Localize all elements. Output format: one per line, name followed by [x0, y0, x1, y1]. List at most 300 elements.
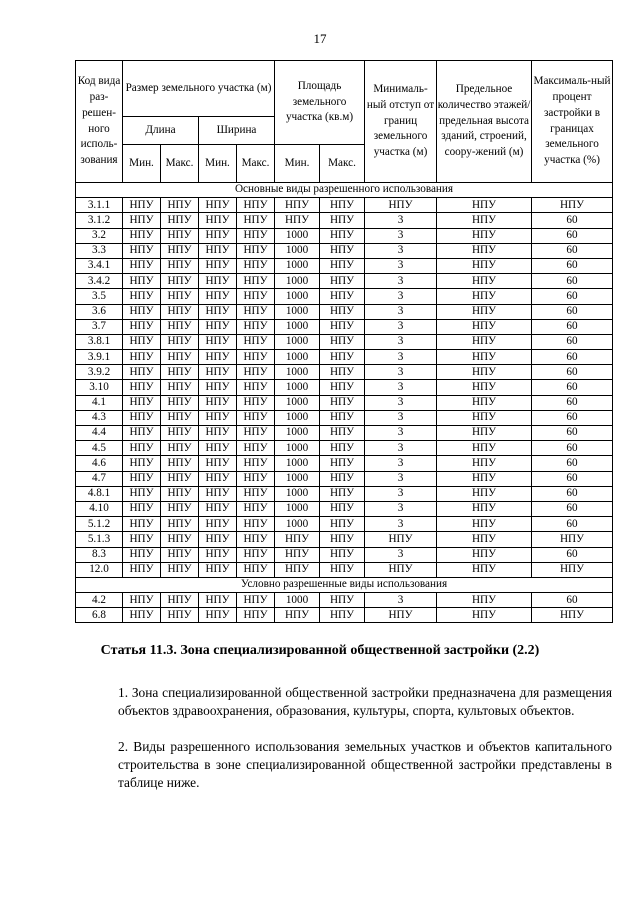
table-cell: НПУ — [161, 608, 199, 623]
table-cell: НПУ — [320, 501, 365, 516]
table-cell: НПУ — [237, 274, 275, 289]
table-row — [76, 608, 613, 623]
table-cell: НПУ — [161, 410, 199, 425]
table-cell: НПУ — [199, 334, 237, 349]
table-cell: НПУ — [532, 532, 613, 547]
table-cell: НПУ — [320, 365, 365, 380]
table-cell: 60 — [532, 395, 613, 410]
table-cell: НПУ — [365, 198, 437, 213]
table-cell: 1000 — [275, 258, 320, 273]
table-cell: НПУ — [199, 350, 237, 365]
table-cell: НПУ — [365, 562, 437, 577]
header-length-min: Мин. — [123, 145, 161, 183]
table-cell: 1000 — [275, 471, 320, 486]
table-row — [76, 289, 613, 304]
table-cell: 3.3 — [76, 243, 123, 258]
table-cell: 3.8.1 — [76, 334, 123, 349]
table-cell: 3 — [365, 380, 437, 395]
table-cell: НПУ — [437, 426, 532, 441]
table-cell: 4.4 — [76, 426, 123, 441]
table-cell: НПУ — [320, 456, 365, 471]
table-cell: 1000 — [275, 289, 320, 304]
table-cell: НПУ — [320, 350, 365, 365]
table-cell: НПУ — [320, 274, 365, 289]
table-cell: НПУ — [320, 258, 365, 273]
table-cell: 1000 — [275, 380, 320, 395]
table-cell: НПУ — [437, 365, 532, 380]
table-cell: НПУ — [237, 258, 275, 273]
table-cell: НПУ — [161, 395, 199, 410]
table-row — [76, 243, 613, 258]
table-cell: НПУ — [237, 441, 275, 456]
header-setback: Минималь-ный отступ от границ земельного участка (м) — [365, 61, 437, 183]
table-cell: НПУ — [123, 350, 161, 365]
table-cell: НПУ — [199, 562, 237, 577]
table-cell: НПУ — [123, 562, 161, 577]
table-cell: 3 — [365, 456, 437, 471]
table-cell: НПУ — [199, 441, 237, 456]
table-cell: НПУ — [237, 319, 275, 334]
table-cell: НПУ — [199, 274, 237, 289]
table-cell: НПУ — [275, 547, 320, 562]
table-cell: НПУ — [437, 258, 532, 273]
table-cell: 60 — [532, 426, 613, 441]
table-cell: 60 — [532, 350, 613, 365]
table-cell: НПУ — [123, 547, 161, 562]
table-cell: НПУ — [199, 319, 237, 334]
table-cell: НПУ — [237, 426, 275, 441]
table-cell: 3 — [365, 304, 437, 319]
table-cell: НПУ — [161, 289, 199, 304]
table-cell: НПУ — [437, 289, 532, 304]
table-cell: НПУ — [123, 608, 161, 623]
table-cell: НПУ — [123, 198, 161, 213]
table-cell: НПУ — [161, 304, 199, 319]
table-cell: 1000 — [275, 274, 320, 289]
table-cell: НПУ — [320, 547, 365, 562]
table-cell: 1000 — [275, 410, 320, 425]
table-cell: НПУ — [199, 243, 237, 258]
table-cell: НПУ — [320, 593, 365, 608]
table-cell: НПУ — [320, 426, 365, 441]
table-cell: НПУ — [199, 213, 237, 228]
table-cell: НПУ — [123, 410, 161, 425]
table-cell: 60 — [532, 304, 613, 319]
table-cell: 1000 — [275, 593, 320, 608]
table-cell: 3 — [365, 213, 437, 228]
table-cell: НПУ — [123, 517, 161, 532]
table-cell: НПУ — [320, 441, 365, 456]
table-cell: НПУ — [199, 593, 237, 608]
table-cell: 1000 — [275, 456, 320, 471]
table-cell: 1000 — [275, 304, 320, 319]
table-cell: 60 — [532, 380, 613, 395]
table-cell: 4.6 — [76, 456, 123, 471]
table-cell: 3 — [365, 517, 437, 532]
table-cell: 5.1.3 — [76, 532, 123, 547]
table-cell: НПУ — [237, 198, 275, 213]
table-row — [76, 532, 613, 547]
table-row — [76, 441, 613, 456]
table-cell: НПУ — [199, 532, 237, 547]
table-cell: НПУ — [275, 608, 320, 623]
table-cell: НПУ — [437, 547, 532, 562]
table-cell: НПУ — [437, 380, 532, 395]
page-number: 17 — [313, 31, 327, 46]
header-area-min: Мин. — [275, 145, 320, 183]
table-cell: 60 — [532, 243, 613, 258]
table-cell: НПУ — [532, 608, 613, 623]
table-cell: 4.2 — [76, 593, 123, 608]
table-cell: НПУ — [320, 608, 365, 623]
table-cell: НПУ — [199, 395, 237, 410]
table-cell: 60 — [532, 486, 613, 501]
table-cell: НПУ — [161, 501, 199, 516]
table-row — [76, 198, 613, 213]
table-cell: 60 — [532, 365, 613, 380]
table-cell: НПУ — [437, 198, 532, 213]
table-cell: 3 — [365, 258, 437, 273]
table-cell: 3 — [365, 274, 437, 289]
table-cell: НПУ — [237, 608, 275, 623]
table-cell: 8.3 — [76, 547, 123, 562]
table-cell: 3.9.1 — [76, 350, 123, 365]
table-cell: 3 — [365, 365, 437, 380]
section-title: Условно разрешенные виды использования — [76, 577, 613, 592]
table-cell: 60 — [532, 319, 613, 334]
table-cell: НПУ — [320, 517, 365, 532]
table-cell: НПУ — [123, 365, 161, 380]
table-cell: НПУ — [437, 441, 532, 456]
table-row — [76, 426, 613, 441]
table-cell: 3.5 — [76, 289, 123, 304]
table-cell: 1000 — [275, 228, 320, 243]
table-row — [76, 410, 613, 425]
table-cell: НПУ — [532, 198, 613, 213]
table-cell: НПУ — [199, 304, 237, 319]
table-cell: НПУ — [320, 228, 365, 243]
table-cell: 1000 — [275, 441, 320, 456]
table-cell: 3 — [365, 289, 437, 304]
table-cell: НПУ — [275, 213, 320, 228]
table-cell: НПУ — [237, 243, 275, 258]
table-cell: НПУ — [161, 471, 199, 486]
table-cell: НПУ — [437, 395, 532, 410]
table-cell: 60 — [532, 258, 613, 273]
table-cell: НПУ — [365, 608, 437, 623]
table-cell: 3 — [365, 410, 437, 425]
table-cell: НПУ — [161, 486, 199, 501]
table-cell: НПУ — [237, 562, 275, 577]
table-cell: НПУ — [365, 532, 437, 547]
table-cell: НПУ — [199, 456, 237, 471]
table-cell: НПУ — [161, 380, 199, 395]
table-cell: НПУ — [237, 456, 275, 471]
table-cell: НПУ — [275, 532, 320, 547]
table-cell: 3 — [365, 426, 437, 441]
table-cell: НПУ — [437, 274, 532, 289]
header-build-percent: Максималь-ный процент застройки в границах земельного участка (%) — [532, 61, 613, 183]
table-cell: НПУ — [275, 198, 320, 213]
table-cell: 3 — [365, 471, 437, 486]
table-cell: 60 — [532, 441, 613, 456]
table-cell: 3.1.1 — [76, 198, 123, 213]
table-cell: 3 — [365, 593, 437, 608]
table-cell: 3.7 — [76, 319, 123, 334]
table-cell: НПУ — [237, 213, 275, 228]
table-cell: НПУ — [237, 410, 275, 425]
table-cell: НПУ — [437, 410, 532, 425]
table-cell: НПУ — [199, 471, 237, 486]
table-cell: 3 — [365, 243, 437, 258]
table-row — [76, 547, 613, 562]
table-cell: 3 — [365, 350, 437, 365]
table-cell: НПУ — [237, 289, 275, 304]
table-row — [76, 456, 613, 471]
table-cell: 3.6 — [76, 304, 123, 319]
table-cell: 12.0 — [76, 562, 123, 577]
table-row — [76, 501, 613, 516]
table-cell: НПУ — [437, 501, 532, 516]
table-cell: 60 — [532, 213, 613, 228]
table-cell: 3.1.2 — [76, 213, 123, 228]
table-row — [76, 213, 613, 228]
table-cell: НПУ — [161, 517, 199, 532]
table-cell: НПУ — [320, 334, 365, 349]
table-row — [76, 304, 613, 319]
table-cell: НПУ — [161, 213, 199, 228]
table-cell: НПУ — [123, 274, 161, 289]
table-cell: НПУ — [161, 532, 199, 547]
table-cell: НПУ — [123, 501, 161, 516]
table-cell: НПУ — [437, 334, 532, 349]
table-cell: НПУ — [123, 395, 161, 410]
table-cell: НПУ — [161, 547, 199, 562]
table-row — [76, 350, 613, 365]
section-title: Основные виды разрешенного использования — [76, 183, 613, 198]
header-length: Длина — [123, 117, 199, 145]
paragraph-2-text: 2. Виды разрешенного использования земельных участков и объектов капитального строительства в зоне специализированной общественной застройки представлены в таблице ниже. — [118, 739, 612, 790]
table-cell: НПУ — [237, 486, 275, 501]
table-cell: 1000 — [275, 517, 320, 532]
table-cell: НПУ — [161, 593, 199, 608]
table-cell: 1000 — [275, 350, 320, 365]
table-row — [76, 334, 613, 349]
table-cell: НПУ — [237, 350, 275, 365]
table-cell: НПУ — [123, 289, 161, 304]
header-width: Ширина — [199, 117, 275, 145]
table-cell: НПУ — [123, 334, 161, 349]
table-cell: 60 — [532, 274, 613, 289]
table-cell: НПУ — [123, 380, 161, 395]
table-cell: 3 — [365, 334, 437, 349]
table-row — [76, 258, 613, 273]
table-cell: НПУ — [123, 228, 161, 243]
table-cell: НПУ — [123, 441, 161, 456]
table-cell: НПУ — [320, 304, 365, 319]
table-cell: 1000 — [275, 365, 320, 380]
table-cell: 3 — [365, 486, 437, 501]
table-cell: НПУ — [437, 608, 532, 623]
table-cell: 60 — [532, 547, 613, 562]
table-cell: НПУ — [199, 410, 237, 425]
table-cell: 60 — [532, 228, 613, 243]
paragraph-1-text: 1. Зона специализированной общественной застройки предназначена для размещения объектов здравоохранения, образования, культуры, спорта, культовых объектов. — [118, 685, 612, 718]
table-cell: 5.1.2 — [76, 517, 123, 532]
table-cell: 1000 — [275, 334, 320, 349]
table-cell: НПУ — [123, 304, 161, 319]
article-heading: Статья 11.3. Зона специализированной общественной застройки (2.2) — [100, 643, 540, 658]
table-cell: НПУ — [199, 608, 237, 623]
table-cell: НПУ — [437, 517, 532, 532]
table-cell: НПУ — [123, 486, 161, 501]
table-cell: НПУ — [320, 198, 365, 213]
table-cell: 60 — [532, 471, 613, 486]
table-cell: НПУ — [161, 198, 199, 213]
table-cell: НПУ — [199, 228, 237, 243]
header-width-max: Макс. — [237, 145, 275, 183]
table-cell: НПУ — [320, 471, 365, 486]
table-cell: 60 — [532, 517, 613, 532]
table-cell: 3 — [365, 441, 437, 456]
table-cell: 1000 — [275, 486, 320, 501]
table-cell: 3 — [365, 395, 437, 410]
table-cell: НПУ — [437, 350, 532, 365]
header-area: Площадь земельного участка (кв.м) — [275, 61, 365, 145]
header-plot-size: Размер земельного участка (м) — [123, 61, 275, 117]
table-row — [76, 517, 613, 532]
table-cell: НПУ — [237, 380, 275, 395]
table-cell: НПУ — [320, 289, 365, 304]
paragraph-1 — [118, 684, 612, 720]
table-cell: НПУ — [437, 304, 532, 319]
table-row — [76, 486, 613, 501]
table-cell: НПУ — [275, 562, 320, 577]
table-cell: 4.5 — [76, 441, 123, 456]
table-cell: 4.10 — [76, 501, 123, 516]
header-width-min: Мин. — [199, 145, 237, 183]
table-cell: 60 — [532, 334, 613, 349]
table-cell: НПУ — [237, 334, 275, 349]
table-cell: НПУ — [123, 213, 161, 228]
table-cell: 1000 — [275, 319, 320, 334]
table-cell: НПУ — [532, 562, 613, 577]
table-cell: НПУ — [161, 350, 199, 365]
table-cell: НПУ — [199, 380, 237, 395]
table-cell: 60 — [532, 501, 613, 516]
header-area-max: Макс. — [320, 145, 365, 183]
table-cell: 3.2 — [76, 228, 123, 243]
table-cell: НПУ — [237, 532, 275, 547]
table-cell: НПУ — [320, 532, 365, 547]
table-cell: НПУ — [320, 562, 365, 577]
table-cell: НПУ — [437, 532, 532, 547]
table-cell: НПУ — [437, 243, 532, 258]
table-cell: НПУ — [199, 517, 237, 532]
table-cell: НПУ — [199, 365, 237, 380]
table-cell: НПУ — [123, 532, 161, 547]
table-cell: 3.9.2 — [76, 365, 123, 380]
table-cell: НПУ — [199, 486, 237, 501]
table-cell: НПУ — [161, 228, 199, 243]
header-length-max: Макс. — [161, 145, 199, 183]
table-cell: НПУ — [320, 395, 365, 410]
table-cell: НПУ — [123, 426, 161, 441]
table-cell: НПУ — [161, 365, 199, 380]
table-row — [76, 593, 613, 608]
table-cell: 3 — [365, 228, 437, 243]
table-cell: НПУ — [123, 471, 161, 486]
table-cell: НПУ — [161, 334, 199, 349]
table-cell: НПУ — [237, 228, 275, 243]
paragraph-2 — [118, 738, 612, 792]
table-cell: НПУ — [123, 243, 161, 258]
table-cell: 1000 — [275, 501, 320, 516]
table-cell: НПУ — [320, 380, 365, 395]
table-cell: НПУ — [237, 365, 275, 380]
table-cell: 4.8.1 — [76, 486, 123, 501]
table-cell: 3 — [365, 319, 437, 334]
table-cell: 60 — [532, 289, 613, 304]
table-cell: 1000 — [275, 426, 320, 441]
table-cell: 1000 — [275, 243, 320, 258]
table-cell: НПУ — [237, 395, 275, 410]
table-cell: НПУ — [199, 289, 237, 304]
table-cell: НПУ — [320, 486, 365, 501]
table-row — [76, 395, 613, 410]
table-cell: НПУ — [437, 213, 532, 228]
table-cell: НПУ — [437, 319, 532, 334]
table-row — [76, 562, 613, 577]
table-cell: НПУ — [161, 274, 199, 289]
table-cell: НПУ — [237, 593, 275, 608]
table-cell: НПУ — [161, 319, 199, 334]
table-cell: НПУ — [161, 258, 199, 273]
table-cell: 3.10 — [76, 380, 123, 395]
table-cell: НПУ — [320, 213, 365, 228]
table-cell: НПУ — [320, 319, 365, 334]
table-cell: НПУ — [437, 593, 532, 608]
table-cell: НПУ — [237, 517, 275, 532]
header-floors: Предельное количество этажей/ предельная высота зданий, строений, соору-жений (м) — [437, 61, 532, 183]
table-cell: НПУ — [199, 258, 237, 273]
table-row — [76, 228, 613, 243]
table-row — [76, 471, 613, 486]
table-row — [76, 380, 613, 395]
table-cell: НПУ — [437, 456, 532, 471]
table-cell: 60 — [532, 456, 613, 471]
land-use-parameters-table — [75, 60, 613, 623]
table-cell: НПУ — [161, 456, 199, 471]
table-cell: 1000 — [275, 395, 320, 410]
table-cell: 3.4.2 — [76, 274, 123, 289]
section-header-row — [76, 183, 613, 198]
table-cell: НПУ — [437, 471, 532, 486]
table-row — [76, 319, 613, 334]
table-cell: НПУ — [123, 456, 161, 471]
table-cell: 4.7 — [76, 471, 123, 486]
table-body — [76, 183, 613, 623]
table-cell: НПУ — [437, 228, 532, 243]
table-cell: НПУ — [161, 243, 199, 258]
section-header-row — [76, 577, 613, 592]
table-cell: НПУ — [199, 426, 237, 441]
table-cell: НПУ — [237, 304, 275, 319]
table-cell: НПУ — [199, 501, 237, 516]
table-cell: 4.1 — [76, 395, 123, 410]
table-cell: НПУ — [199, 198, 237, 213]
table-cell: 60 — [532, 410, 613, 425]
